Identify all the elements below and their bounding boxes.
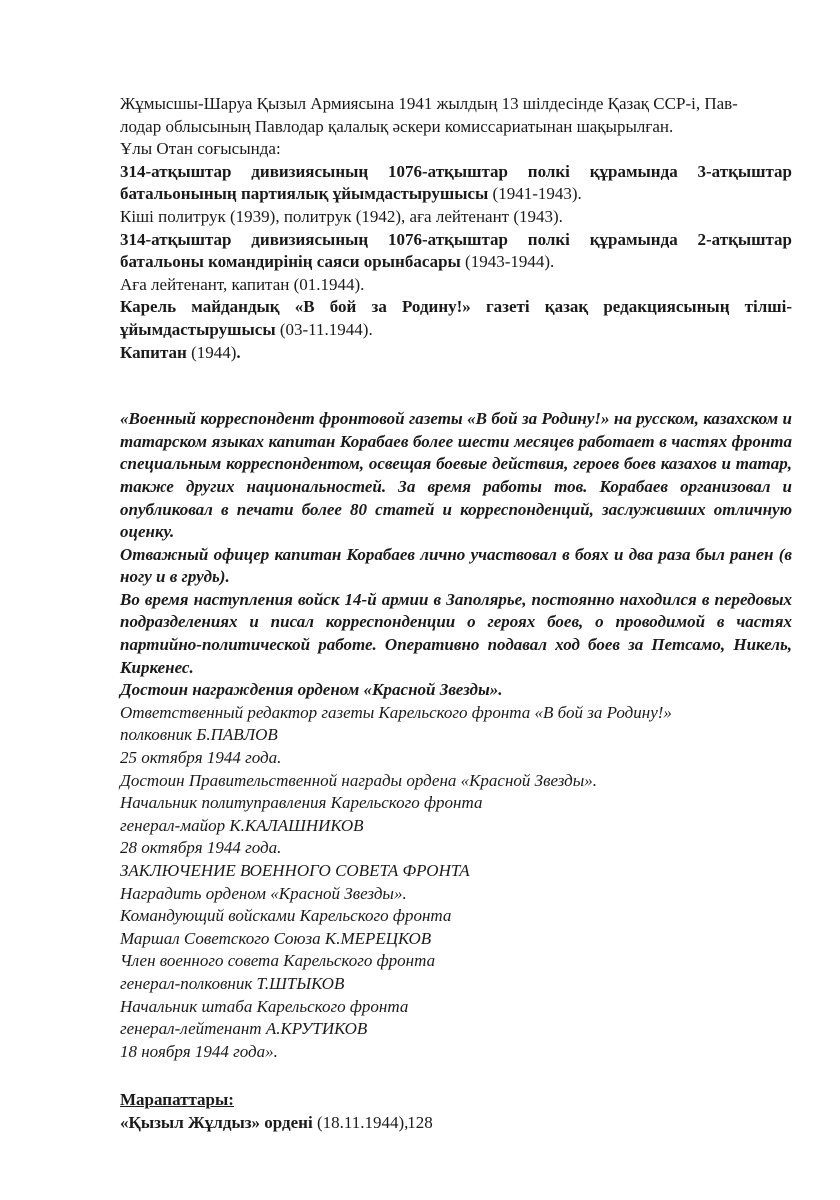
spacer [120,364,792,408]
service-entry-3-title: Карель майдандық «В бой за Родину!» газеті қазақ редакциясының тілші-ұйымдастырушысы [120,297,792,339]
conscription-paragraph [120,93,792,138]
ranks-1: Кіші политрук (1939), политрук (1942), аға лейтенант (1943). [120,206,563,226]
war-heading: Ұлы Отан соғысында: [120,139,281,159]
signature-line: 28 октября 1944 года. [120,838,282,858]
conscription-line-2: лодар облысының Павлодар қалалық әскери комиссариатынан шақырылған. [120,116,674,136]
signature-line: Командующий войсками Карельского фронта [120,906,452,926]
signature-line: ЗАКЛЮЧЕНИЕ ВОЕННОГО СОВЕТА ФРОНТА [120,861,470,880]
citation-paragraph-4: Достоин награждения орденом «Красной Звезды». [120,680,503,700]
signature-line: Наградить орденом «Красной Звезды». [120,883,407,903]
service-entry-2 [120,229,792,274]
signature-line: 18 ноября 1944 года». [120,1041,278,1061]
signature-line: Начальник политуправления Карельского фронта [120,793,483,813]
ranks-2: Аға лейтенант, капитан (01.1944). [120,274,365,294]
text-body [120,93,792,1135]
rank-captain-year: (1944) [186,342,237,362]
signature-line: Маршал Советского Союза К.МЕРЕЦКОВ [120,928,432,948]
service-entry-2-title: 314-атқыштар дивизиясының 1076-атқыштар полкі құрамында 2-атқыштар батальоны командирінің саяси орынбасары [120,229,792,272]
service-entry-1 [120,161,792,206]
signature-line: генерал-полковник Т.ШТЫКОВ [120,973,345,993]
rank-captain [120,342,792,365]
spacer [120,1063,792,1089]
service-entry-3-dates: (03-11.1944). [275,319,373,339]
signature-line: полковник Б.ПАВЛОВ [120,725,278,745]
signature-line: генерал-майор К.КАЛАШНИКОВ [120,815,364,835]
service-entry-3 [120,296,792,341]
service-entry-1-title: 314-атқыштар дивизиясының 1076-атқыштар полкі құрамында 3-атқыштар батальонының партиялық ұйымдастырушысы [120,161,792,204]
signature-line: Начальник штаба Карельского фронта [120,996,409,1016]
service-entry-2-dates: (1943-1944). [460,252,555,272]
signature-line: Член военного совета Карельского фронта [120,951,436,971]
awards-heading: Марапаттары: [120,1090,234,1110]
signature-block [120,702,792,1064]
signature-line: Ответственный редактор газеты Карельского фронта «В бой за Родину!» [120,702,672,722]
rank-captain-title: Капитан [120,342,187,362]
citation-paragraph-1: «Военный корреспондент фронтовой газеты «В бой за Родину!» на русском, казахском и татарском языках капитан Корабаев более шести месяцев работает в частях фронта специальным корреспондентом, освещая боевые действия, героев боев казахов и татар, также других национальностей. За время работы тов. Корабаев организовал и опубликовал в печати более 80 статей и корреспонденций, заслуживших отличную оценку. [120,409,792,542]
citation-paragraph-3: Во время наступления войск 14-й армии в Заполярье, постоянно находился в передовых подразделениях и писал корреспонденции о героях боев, о проводимой в частях партийно-политической работе. Оперативно подавал ход боев за Петсамо, Никель, Киркенес. [120,589,792,677]
rank-captain-dot: . [236,342,241,362]
award-date: (18.11.1944), [312,1112,409,1132]
citation-paragraph-2: Отважный офицер капитан Корабаев лично участвовал в боях и два раза был ранен (в ногу и в грудь). [120,544,792,587]
signature-line: генерал-лейтенант А.КРУТИКОВ [120,1019,368,1039]
page-number: 128 [407,1113,433,1132]
signature-line: 25 октября 1944 года. [120,748,282,768]
signature-line: Достоин Правительственной награды ордена «Красной Звезды». [120,770,598,790]
service-entry-1-dates: (1941-1943). [488,184,582,204]
award-name: «Қызыл Жұлдыз» ордені [120,1112,313,1132]
conscription-line-1: Жұмысшы-Шаруа Қызыл Армиясына 1941 жылдың 13 шілдесінде Қазақ ССР-і, Пав- [120,94,738,113]
